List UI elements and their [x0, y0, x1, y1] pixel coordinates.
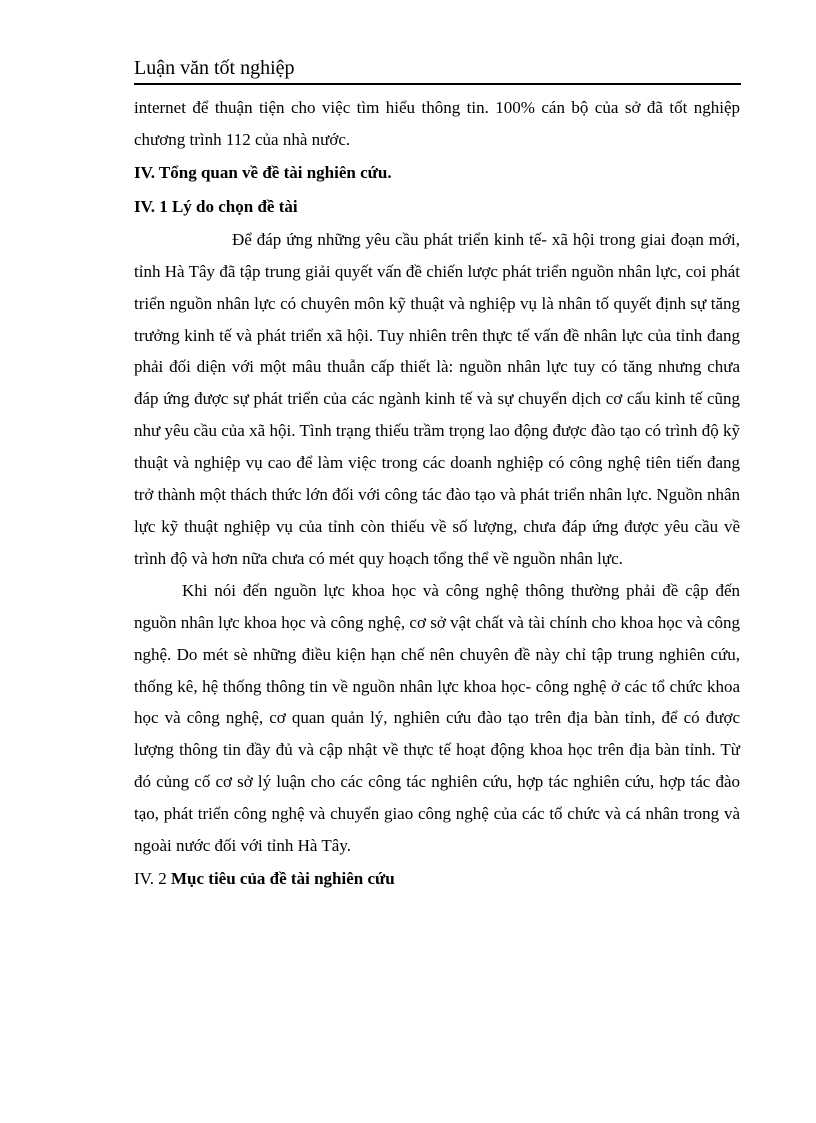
section-heading: IV. Tổng quan về đề tài nghiên cứu.: [134, 162, 392, 182]
subsection-2-heading: [134, 862, 740, 896]
subsection-2-prefix: IV. 2: [134, 868, 167, 888]
header-title: Luận văn tốt nghiệp: [134, 57, 295, 79]
intro-paragraph: internet để thuận tiện cho việc tìm hiểu thông tin. 100% cán bộ của sở đã tốt nghiệp chương trình 112 của nhà nước.: [134, 98, 740, 149]
paragraph-1: Để đáp ứng những yêu cầu phát triển kinh tế- xã hội trong giai đoạn mới, tỉnh Hà Tây đã tập trung giải quyết vấn đề chiến lược phát triển nguồn nhân lực, coi phát triển nguồn nhân lực có chuyên môn kỹ thuật và nghiệp vụ là nhân tố quyết định sự tăng trưởng kinh tế và phát triển xã hội. Tuy nhiên trên thực tế vấn đề nhân lực của tỉnh đang phải đối diện với một mâu thuẫn cấp thiết là: nguồn nhân lực tuy có tăng nhưng chưa đáp ứng được sự phát triển của các ngành kinh tế và sự chuyển dịch cơ cấu kinh tế cũng như yêu cầu của xã hội. Tình trạng thiếu trầm trọng lao động được đào tạo có trình độ kỹ thuật và nghiệp vụ cao để làm việc trong các doanh nghiệp có công nghệ tiên tiến đang trở thành một thách thức lớn đối với công tác đào tạo và phát triển nhân lực. Nguồn nhân lực kỹ thuật nghiệp vụ của tỉnh còn thiếu về số lượng, chưa đáp ứng được yêu cầu về trình độ và hơn nữa chưa có mét quy hoạch tổng thể về nguồn nhân lực.: [134, 229, 740, 568]
subsection-2-title: Mục tiêu của đề tài nghiên cứu: [171, 868, 395, 888]
document-body: [134, 92, 740, 896]
paragraph-2: Khi nói đến nguồn lực khoa học và công nghệ thông thường phải đề cập đến nguồn nhân lực khoa học và công nghệ, cơ sở vật chất và tài chính cho khoa học và công nghệ. Do mét sè những điều kiện hạn chế nên chuyên đề này chỉ tập trung nghiên cứu, thống kê, hệ thống thông tin về nguồn nhân lực khoa học- công nghệ ở các tổ chức khoa học và công nghệ, cơ quan quản lý, nghiên cứu đào tạo trên địa bàn tỉnh, để có được lượng thông tin đầy đủ và cập nhật về thực tế hoạt động khoa học trên địa bàn tỉnh. Từ đó củng cố cơ sở lý luận cho các công tác nghiên cứu, hợp tác nghiên cứu, hợp tác đào tạo, phát triển công nghệ và chuyển giao công nghệ của các tổ chức và cá nhân trong và ngoài nước đối với tỉnh Hà Tây.: [134, 580, 740, 856]
subsection-1-heading: IV. 1 Lý do chọn đề tài: [134, 196, 298, 216]
page-header: [134, 54, 741, 85]
